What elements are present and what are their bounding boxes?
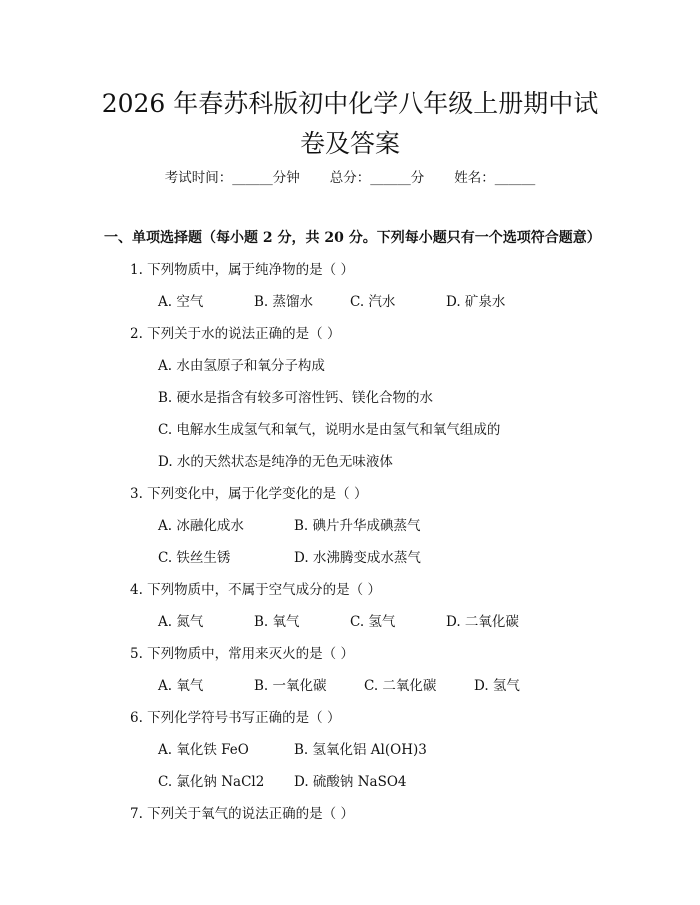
exam-time: 考试时间：______分钟 — [164, 170, 300, 186]
question-2-option-c: C. 电解水生成氢气和氧气，说明水是由氢气和氧气组成的 — [158, 422, 501, 438]
question-4-option-d: D. 二氧化碳 — [446, 614, 519, 630]
question-2-option-d: D. 水的天然状态是纯净的无色无味液体 — [158, 454, 393, 470]
question-3-option-d: D. 水沸腾变成水蒸气 — [294, 550, 421, 566]
question-6-stem: 6. 下列化学符号书写正确的是（ ） — [130, 710, 341, 726]
question-1-stem: 1. 下列物质中，属于纯净物的是（ ） — [130, 262, 354, 278]
question-3-stem: 3. 下列变化中，属于化学变化的是（ ） — [130, 486, 368, 502]
question-4-option-b: B. 氧气 — [254, 614, 300, 630]
question-6-option-a: A. 氧化铁 FeO — [158, 742, 249, 758]
question-5-option-c: C. 二氧化碳 — [364, 678, 437, 694]
question-5-option-d: D. 氢气 — [474, 678, 520, 694]
question-3-option-c: C. 铁丝生锈 — [158, 550, 231, 566]
title-line-1: 2026 年春苏科版初中化学八年级上册期中试 — [101, 89, 599, 118]
question-2-option-b: B. 硬水是指含有较多可溶性钙、镁化合物的水 — [158, 390, 434, 406]
exam-meta — [0, 168, 700, 188]
question-1-option-a: A. 空气 — [158, 294, 204, 310]
question-1-option-d: D. 矿泉水 — [446, 294, 506, 310]
title-line-2: 卷及答案 — [299, 129, 400, 158]
exam-score: 总分：______分 — [329, 170, 425, 186]
question-2-option-a: A. 水由氢原子和氧分子构成 — [158, 358, 325, 374]
section-heading: 一、单项选择题（每小题 2 分，共 20 分。下列每小题只有一个选项符合题意） — [104, 230, 601, 246]
page-title — [60, 84, 640, 164]
question-1-option-c: C. 汽水 — [350, 294, 396, 310]
question-4-option-c: C. 氢气 — [350, 614, 396, 630]
question-5-option-a: A. 氧气 — [158, 678, 204, 694]
question-6-option-c: C. 氯化钠 NaCl2 — [158, 774, 265, 790]
question-6-option-d: D. 硫酸钠 NaSO4 — [294, 774, 407, 790]
question-4-option-a: A. 氮气 — [158, 614, 204, 630]
question-2-stem: 2. 下列关于水的说法正确的是（ ） — [130, 326, 341, 342]
question-1-option-b: B. 蒸馏水 — [254, 294, 314, 310]
question-4-stem: 4. 下列物质中，不属于空气成分的是（ ） — [130, 582, 381, 598]
question-3-option-a: A. 冰融化成水 — [158, 518, 244, 534]
exam-name: 姓名：______ — [454, 170, 536, 186]
question-5-option-b: B. 一氧化碳 — [254, 678, 327, 694]
question-3-option-b: B. 碘片升华成碘蒸气 — [294, 518, 421, 534]
question-6-option-b: B. 氢氧化铝 Al(OH)3 — [294, 742, 427, 758]
question-5-stem: 5. 下列物质中，常用来灭火的是（ ） — [130, 646, 354, 662]
question-7-stem: 7. 下列关于氧气的说法正确的是（ ） — [130, 806, 354, 822]
